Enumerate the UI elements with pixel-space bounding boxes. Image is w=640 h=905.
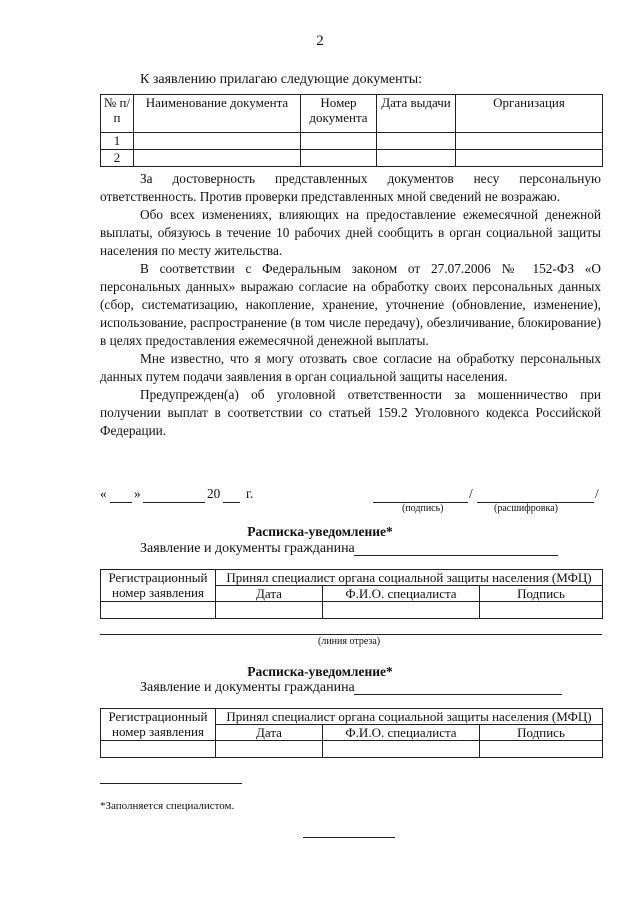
paragraph-revoke: Мне известно, что я могу отозвать свое согласие на обработку персональных данных путем подачи заявления в орган социальной защиты населения. <box>100 351 601 384</box>
header-issue-date: Дата выдачи <box>377 95 456 133</box>
date-close-quote: » <box>134 486 141 501</box>
date-year-prefix: 20 <box>207 486 221 501</box>
applicant-label: Заявление и документы гражданина <box>140 680 355 695</box>
signature-cell[interactable] <box>480 602 603 619</box>
organization-cell[interactable] <box>456 133 603 150</box>
receipt-table <box>100 569 603 619</box>
doc-name-cell[interactable] <box>134 133 301 150</box>
issue-date-cell[interactable] <box>377 150 456 167</box>
header-num: № п/п <box>101 95 134 133</box>
signature-header: Подпись <box>480 725 603 741</box>
specialist-name-cell[interactable] <box>323 741 480 758</box>
row-number: 2 <box>101 150 134 167</box>
documents-table-header <box>101 95 603 133</box>
table-row <box>101 150 603 167</box>
date-month-line[interactable] <box>143 502 205 503</box>
cut-line <box>100 634 602 635</box>
doc-number-cell[interactable] <box>301 150 377 167</box>
paragraph-personal-data: В соответствии с Федеральным законом от 27.07.2006 № 152-ФЗ «О персональных данных» выражаю согласие на обработку своих персональных данных (сбор, систематизацию, накопление, хранение, уточнение (обновление, изменение), использование, распространение (в том числе передачу), обезличивание, блокирование) в целях предоставления ежемесячной денежной выплаты. <box>100 261 601 348</box>
bottom-rule <box>303 837 395 838</box>
applicant-name-line[interactable] <box>354 555 558 556</box>
receipt-title: Расписка-уведомление* <box>247 664 393 679</box>
receipt-table <box>100 708 603 758</box>
reg-number-header: Регистрационный номер заявления <box>101 570 216 602</box>
header-organization: Организация <box>456 95 603 133</box>
signature-header: Подпись <box>480 586 603 602</box>
specialist-name-header: Ф.И.О. специалиста <box>323 725 480 741</box>
paragraph-fraud-warning: Предупрежден(а) об уголовной ответственности за мошенничество при получении выплат в соответствии со статьей 159.2 Уголовного кодекса Российской Федерации. <box>100 387 601 438</box>
header-doc-name: Наименование документа <box>134 95 301 133</box>
paragraph-changes: Обо всех изменениях, влияющих на предоставление ежемесячной денежной выплаты, обязуюсь в течение 10 рабочих дней сообщить в орган социальной защиты населения по месту жительства. <box>100 207 601 258</box>
date-header: Дата <box>216 586 323 602</box>
reg-number-cell[interactable] <box>101 602 216 619</box>
footnote: *Заполняется специалистом. <box>100 800 235 812</box>
date-day-line[interactable] <box>110 502 132 503</box>
doc-name-cell[interactable] <box>134 150 301 167</box>
attachments-intro: К заявлению прилагаю следующие документы: <box>140 72 423 87</box>
date-cell[interactable] <box>216 602 323 619</box>
table-row <box>101 602 603 619</box>
footnote-separator <box>100 783 242 784</box>
applicant-name-line[interactable] <box>354 694 562 695</box>
issue-date-cell[interactable] <box>377 133 456 150</box>
specialist-name-cell[interactable] <box>323 602 480 619</box>
signature-cell[interactable] <box>480 741 603 758</box>
decode-caption: (расшифровка) <box>494 503 558 514</box>
signature-slash: / <box>469 486 473 501</box>
cut-line-caption: (линия отреза) <box>318 636 381 647</box>
header-doc-number: Номер документа <box>301 95 377 133</box>
signature-caption: (подпись) <box>402 503 444 514</box>
reg-number-cell[interactable] <box>101 741 216 758</box>
page-number: 2 <box>316 33 324 49</box>
date-cell[interactable] <box>216 741 323 758</box>
date-year-suffix: г. <box>246 486 254 501</box>
receipt-title: Расписка-уведомление* <box>247 524 393 539</box>
row-number: 1 <box>101 133 134 150</box>
table-row <box>101 133 603 150</box>
accepted-by-header: Принял специалист органа социальной защиты населения (МФЦ) <box>216 709 603 725</box>
doc-number-cell[interactable] <box>301 133 377 150</box>
organization-cell[interactable] <box>456 150 603 167</box>
date-year-line[interactable] <box>223 502 240 503</box>
paragraph-responsibility: За достоверность представленных документов несу персональную ответственность. Против проверки представленных мной сведений не возражаю. <box>100 171 601 204</box>
date-header: Дата <box>216 725 323 741</box>
reg-number-header: Регистрационный номер заявления <box>101 709 216 741</box>
documents-table <box>100 94 603 167</box>
applicant-label: Заявление и документы гражданина <box>140 541 355 556</box>
decode-slash: / <box>595 486 599 501</box>
specialist-name-header: Ф.И.О. специалиста <box>323 586 480 602</box>
date-open-quote: « <box>100 486 107 501</box>
table-row <box>101 741 603 758</box>
declaration-text <box>100 170 601 440</box>
accepted-by-header: Принял специалист органа социальной защиты населения (МФЦ) <box>216 570 603 586</box>
